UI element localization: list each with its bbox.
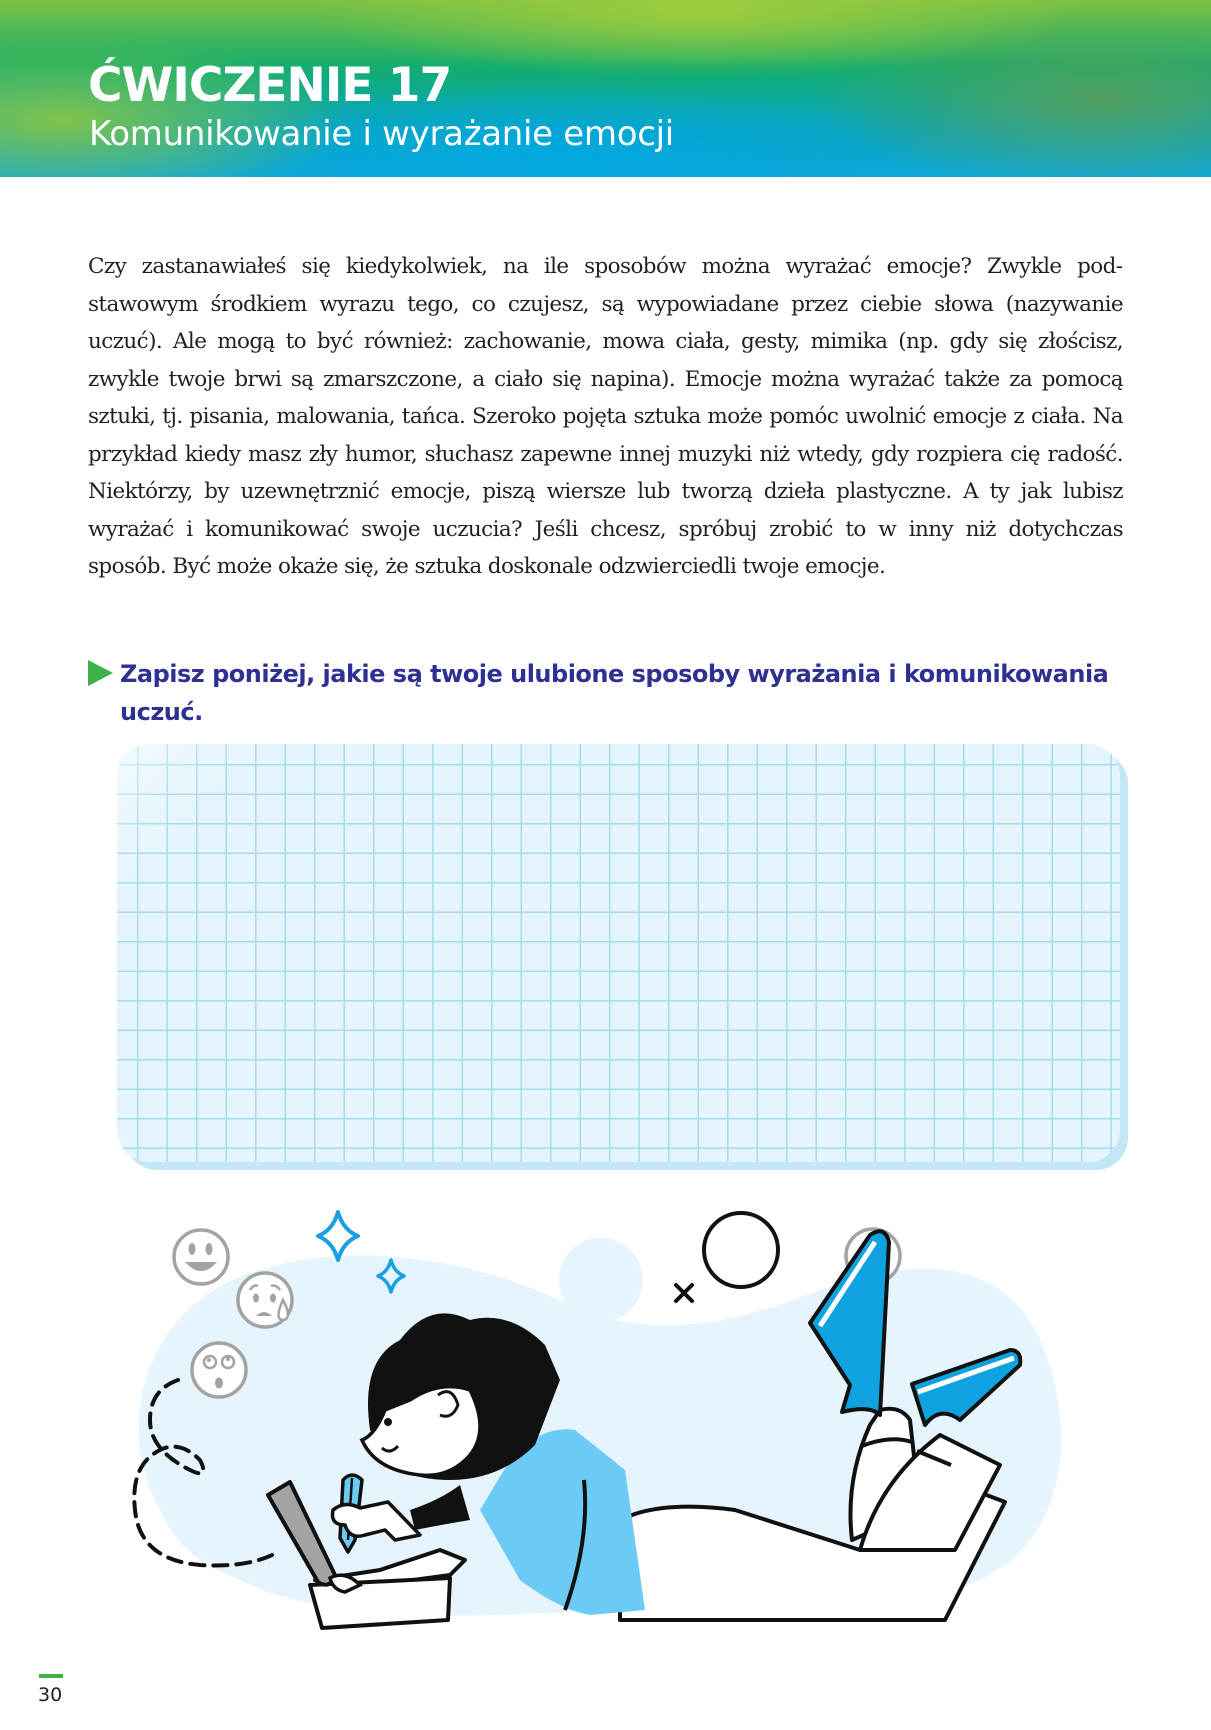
task-text: Zapisz poniżej, jakie są twoje ulubione sposoby wyrażania i komunikowania uczuć. [120,660,1109,726]
task-instruction [88,655,1128,731]
chapter-header [0,0,1211,177]
ear [438,1392,458,1417]
illustration [0,1180,1211,1650]
surprised-face-icon [192,1343,246,1397]
grinning-face-icon [174,1230,228,1284]
page-number: 30 [38,1684,63,1706]
intro-paragraph: Czy zastanawiałeś się kiedykolwiek, na ile sposobów można wyrażać emocje? Zwykle podstawowym środkiem wyrazu tego, co czujesz, są wypowiadane przez ciebie słowa (nazywanie uczuć). Ale mogą to być również: zachowanie, mowa ciała, gesty, mimika (np. gdy się złościsz, zwykle twoje brwi są zmarszczone, a ciało się napina). Emocje można wyrażać także za pomocą sztuki, tj. pisania, malowania, tańca. Szeroko pojęta sztuka może pomóc uwolnić emocje z ciała. Na przykład kiedy masz zły humor, słuchasz zapewne innej muzyki niż wtedy, gdy rozpiera cię radość. Niektórzy, by uzewnętrznić emocje, piszą wiersze lub tworzą dzieła plastyczne. A ty jak lubisz wyrażać i komunikować swoje uczucia? Jeśli chcesz, spróbuj zrobić to w inny niż dotychczas sposób. Być może okaże się, że sztuka doskonale odzwierciedli twoje emocje. [88,254,1123,579]
circle-decoration [704,1213,778,1287]
paper-front [310,1578,450,1628]
answer-grid-area[interactable] [117,744,1120,1162]
sad-sweat-face-icon [238,1273,292,1327]
eye [384,1418,392,1426]
page-number-accent [39,1674,63,1678]
cross-decoration [676,1285,692,1301]
circle-blob [559,1238,643,1322]
exercise-subtitle: Komunikowanie i wyrażanie emocji [89,114,674,154]
triangle-arrow-icon [88,660,113,686]
sparkle-icon [318,1212,358,1260]
exercise-title: ĆWICZENIE 17 [88,58,452,113]
